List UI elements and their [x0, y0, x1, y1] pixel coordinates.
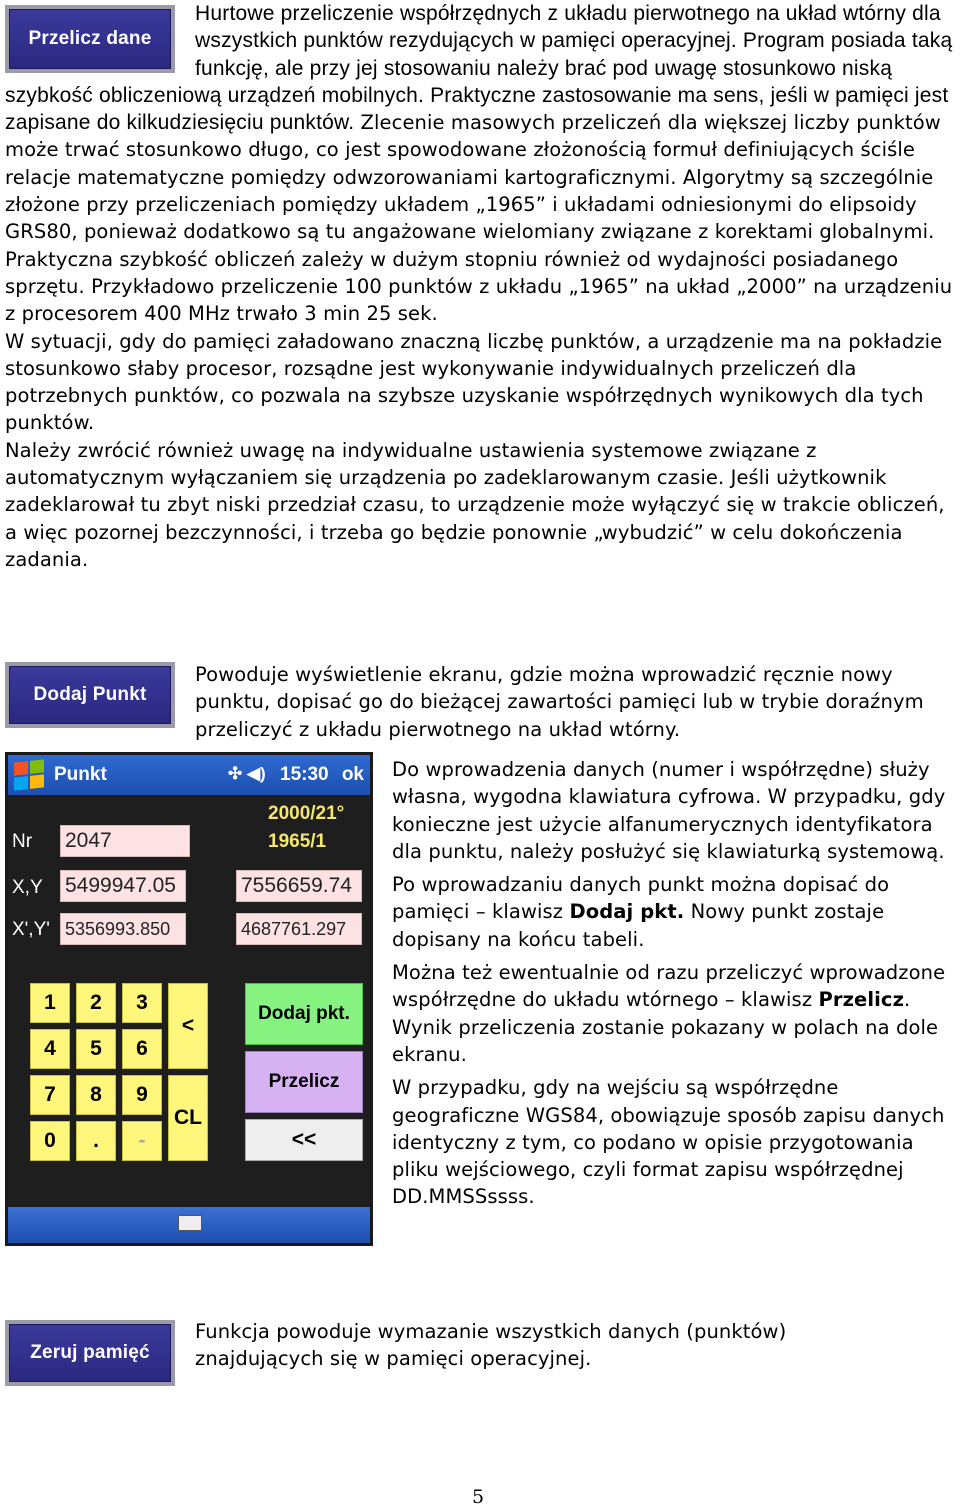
device-screenshot: [5, 752, 373, 1246]
back-button[interactable]: <<: [245, 1119, 363, 1161]
dodaj-punkt-button-image: [5, 662, 175, 728]
target-system-readout: 2000/21°: [268, 803, 345, 824]
key-4[interactable]: 4: [30, 1029, 70, 1069]
paragraph-nalezy: Należy zwrócić również uwagę na indywidualne ustawienia systemowe związane z automatycznym wyłączaniem się urządzenia po zadeklarowanym czasie. Jeśli użytkownik zadeklarował tu zbyt niski przedział czasu, to urządzenie może wyłączyć się w trakcie obliczeń, a więc pozornej bezczynności, i trzeba go będzie ponownie „wybudzić” w celu dokończenia zadania.: [5, 438, 945, 571]
para-add: Po wprowadzaniu danych punkt można dopisać do pamięci – klawisz Dodaj pkt. Nowy punkt zostaje dopisany na końcu tabeli.: [392, 873, 890, 951]
key-dot[interactable]: .: [76, 1121, 116, 1161]
dodaj-punkt-intro: Powoduje wyświetlenie ekranu, gdzie można wprowadzić ręcznie nowy punktu, dopisać go do bieżącej zawartości pamięci lub w trybie doraźnym przeliczyć z układu pierwotnego na układ wtórny.: [195, 663, 924, 741]
section3-text: [195, 1318, 895, 1373]
source-system-readout: 1965/1: [268, 831, 327, 852]
add-point-button[interactable]: Dodaj pkt.: [245, 983, 363, 1045]
key-backspace[interactable]: <: [168, 983, 208, 1069]
section2-details: [392, 756, 960, 1211]
paragraph-zlecenie: Zlecenie masowych przeliczeń dla większej liczby punktów może trwać stosunkowo długo, co jest spowodowane złożonością formuł definiujących ściśle relacje matematyczne pomiędzy odwzorowaniami kartograficznymi. Algorytmy są szczególnie złożone przy przeliczeniach pomiędzy układem „1965” i układami odniesionymi do elipsoidy GRS80, ponieważ dodatkowo są tu angażowane wielomiany związane z korektami globalnymi. Praktyczna szybkość obliczeń zależy w dużym stopniu również od wydajności posiadanego sprzętu. Przykładowo przeliczenie 100 punktów z układu „1965” na układ „2000” na urządzeniu z procesorem 400 MHz trwało 3 min 25 sek.: [5, 111, 953, 326]
label-xy: X,Y: [12, 877, 43, 898]
section2-intro: [195, 661, 960, 743]
key-9[interactable]: 9: [122, 1075, 162, 1115]
key-7[interactable]: 7: [30, 1075, 70, 1115]
y-field[interactable]: 7556659.74: [236, 870, 362, 902]
zeruj-pamiec-button-image: [5, 1320, 175, 1386]
key-2[interactable]: 2: [76, 983, 116, 1023]
dodaj-punkt-label: Dodaj Punkt: [9, 666, 171, 724]
paragraph-hurtowe: Hurtowe przeliczenie współrzędnych z układu pierwotnego na układ wtórny dla wszystkich punktów rezydujących w pamięci operacyjnej. Program posiada taką funkcję, ale przy jej stosowaniu należy brać pod uwagę stosunkowo niską szybkość obliczeniową urządzeń mobilnych. Praktyczne zastosowanie ma sens, jeśli w pamięci jest zapisane do kilkudziesięciu punktów.: [5, 2, 953, 135]
device-title: Punkt: [54, 764, 107, 785]
key-1[interactable]: 1: [30, 983, 70, 1023]
key-6[interactable]: 6: [122, 1029, 162, 1069]
keyboard-icon[interactable]: [178, 1215, 202, 1231]
windows-logo-icon: [14, 759, 44, 790]
label-xy-secondary: X',Y': [12, 919, 50, 940]
key-5[interactable]: 5: [76, 1029, 116, 1069]
key-0[interactable]: 0: [30, 1121, 70, 1161]
convert-button[interactable]: Przelicz: [245, 1051, 363, 1113]
page-number: 5: [472, 1486, 485, 1508]
key-clear[interactable]: CL: [168, 1075, 208, 1161]
device-titlebar: [8, 755, 370, 795]
ok-button[interactable]: ok: [341, 764, 364, 785]
key-8[interactable]: 8: [76, 1075, 116, 1115]
przelicz-dane-label: Przelicz dane: [9, 9, 171, 69]
status-icons: ✣ ◀): [228, 764, 266, 783]
zeruj-pamiec-label: Zeruj pamięć: [9, 1324, 171, 1382]
zeruj-pamiec-description: Funkcja powoduje wymazanie wszystkich danych (punktów) znajdujących się w pamięci operacyjnej.: [195, 1320, 787, 1371]
device-clock: 15:30: [280, 764, 329, 785]
paragraph-w-sytuacji: W sytuacji, gdy do pamięci załadowano znaczną liczbę punktów, a urządzenie ma na pokładzie stosunkowo słaby procesor, rozsądne jest wykonywanie indywidualnych przeliczeń dla potrzebnych punktów, co pozwala na szybsze uzyskanie współrzędnych wynikowych dla tych punktów.: [5, 329, 943, 435]
section1-text: [5, 0, 960, 573]
key-3[interactable]: 3: [122, 983, 162, 1023]
nr-field[interactable]: 2047: [60, 825, 190, 857]
key-minus[interactable]: -: [122, 1121, 162, 1161]
device-sip-bar: [8, 1207, 370, 1243]
para-keyboard: Do wprowadzenia danych (numer i współrzędne) służy własna, wygodna klawiatura cyfrowa. W przypadku, gdy konieczne jest użycie alfanumerycznych identyfikatora dla punktu, należy posłużyć się klawiaturką systemową.: [392, 758, 946, 863]
y-secondary-field: 4687761.297: [236, 913, 362, 945]
para-convert: Można też ewentualnie od razu przeliczyć wprowadzone współrzędne do układu wtórnego – klawisz Przelicz. Wynik przeliczenia zostanie pokazany w polach na dole ekranu.: [392, 961, 946, 1066]
x-field[interactable]: 5499947.05: [60, 870, 186, 902]
label-nr: Nr: [12, 831, 33, 852]
device-body: [8, 795, 370, 1235]
para-wgs84: W przypadku, gdy na wejściu są współrzędne geograficzne WGS84, obowiązuje sposób zapisu danych identyczny z tym, co podano w opisie przygotowania pliku wejściowego, czyli format zapisu współrzędnej DD.MMSSssss.: [392, 1076, 945, 1209]
x-secondary-field: 5356993.850: [60, 913, 186, 945]
